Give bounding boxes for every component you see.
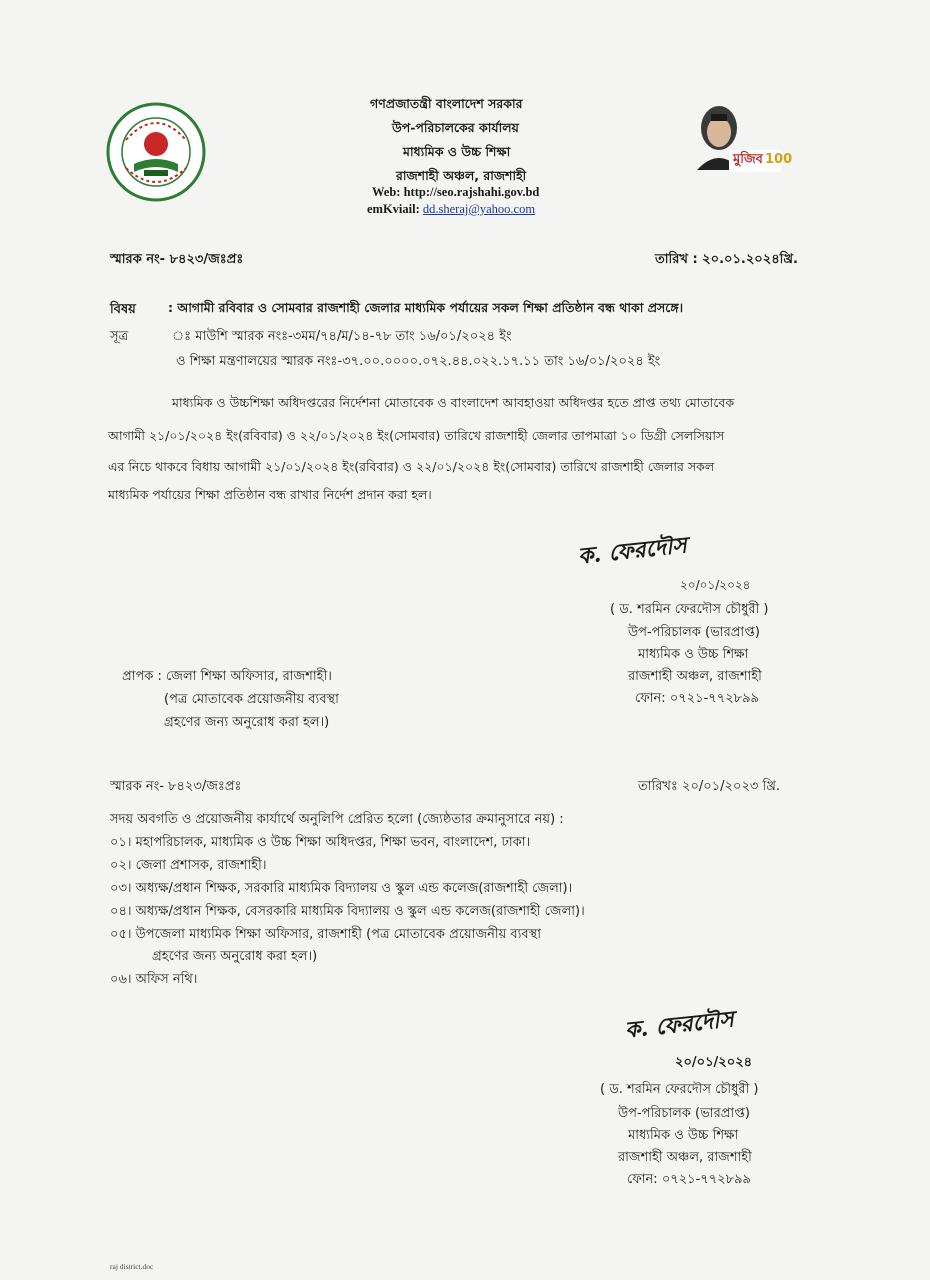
list-item: ০৬। অফিস নথি। <box>110 972 198 987</box>
source-line-2: ও শিক্ষা মন্ত্রণালয়ের স্মারক নংঃ-৩৭.০০.০০০০.০৭২.৪৪.০২২.১৭.১১ তাং ১৬/০১/২০২৪ ইং <box>176 354 661 369</box>
header-region: রাজশাহী অঞ্চল, রাজশাহী <box>396 168 527 183</box>
memo-date: তারিখ : ২০.০১.২০২৪খ্রি. <box>655 252 798 267</box>
signatory-name: ( ড. শরমিন ফেরদৌস চৌধুরী ) <box>610 602 769 617</box>
mujib-number: 100 <box>765 152 793 167</box>
subject-text: : আগামী রবিবার ও সোমবার রাজশাহী জেলার মাধ্যমিক পর্যায়ের সকল শিক্ষা প্রতিষ্ঠান বন্ধ থাকা প্রসঙ্গে। <box>168 300 684 315</box>
header-education: মাধ্যমিক ও উচ্চ শিক্ষা <box>403 144 511 159</box>
subject-label: বিষয় <box>110 302 136 317</box>
email-link[interactable]: dd.sheraj@yahoo.com <box>422 202 536 216</box>
memo-date-2: তারিখঃ ২০/০১/২০২৩ খ্রি. <box>638 779 781 794</box>
recipient-line-1: প্রাপক : জেলা শিক্ষা অফিসার, রাজশাহী। <box>122 669 332 684</box>
email-label: emKviail: <box>367 202 420 216</box>
signature-date: ২০/০১/২০২৪ <box>680 578 751 592</box>
list-item: ০৫। উপজেলা মাধ্যমিক শিক্ষা অফিসার, রাজশাহী (পত্র মোতাবেক প্রয়োজনীয় ব্যবস্থা <box>110 927 541 942</box>
recipient-line-3: গ্রহণের জন্য অনুরোধ করা হল।) <box>164 715 330 730</box>
signatory-name: ( ড. শরমিন ফেরদৌস চৌধুরী ) <box>600 1082 759 1097</box>
source-label: সূত্র <box>110 329 129 344</box>
handwritten-signature: ক. ফেরদৌস <box>576 532 688 570</box>
list-item: ০১। মহাপরিচালক, মাধ্যমিক ও উচ্চ শিক্ষা অধিদপ্তর, শিক্ষা ভবন, বাংলাদেশ, ঢাকা। <box>110 835 531 850</box>
memo-number-2: স্মারক নং- ৮৪২৩/জঃপ্রঃ <box>110 779 242 794</box>
signature-date: ২০/০১/২০২৪ <box>675 1055 753 1070</box>
signatory-dept: মাধ্যমিক ও উচ্চ শিক্ষা <box>638 647 749 662</box>
header-web: Web: http://seo.rajshahi.gov.bd <box>372 185 540 199</box>
paragraph-line-2: আগামী ২১/০১/২০২৪ ইং(রবিবার) ও ২২/০১/২০২৪ ইং(সোমবার) তারিখে রাজশাহী জেলার তাপমাত্রা ১০ ডিগ্রী সেলসিয়াস <box>108 428 725 443</box>
footer-filename: raj district.doc <box>110 1262 154 1271</box>
list-item: গ্রহণের জন্য অনুরোধ করা হল।) <box>152 949 318 964</box>
signatory-region: রাজশাহী অঞ্চল, রাজশাহী <box>628 669 762 684</box>
copies-intro: সদয় অবগতি ও প্রয়োজনীয় কার্যার্থে অনুলিপি প্রেরিত হলো (জ্যেষ্ঠতার ক্রমানুসারে নয়) : <box>110 812 564 827</box>
source-line-1: ঃ মাউশি স্মারক নংঃ-৩মম/৭৪/ম/১৪-৭৮ তাং ১৬/০১/২০২৪ ইং <box>172 329 512 344</box>
header-office: উপ-পরিচালকের কার্যালয় <box>392 120 519 135</box>
list-item: ০৪। অধ্যক্ষ/প্রধান শিক্ষক, বেসরকারি মাধ্যমিক বিদ্যালয় ও স্কুল এন্ড কলেজ(রাজশাহী জেলা)। <box>110 904 585 919</box>
header-government: গণপ্রজাতন্ত্রী বাংলাদেশ সরকার <box>370 96 523 111</box>
paragraph-line-1: মাধ্যমিক ও উচ্চশিক্ষা অধিদপ্তরের নির্দেশনা মোতাবেক ও বাংলাদেশ আবহাওয়া অধিদপ্তর হতে প্রাপ্ত তথ্য মোতাবেক <box>172 395 735 410</box>
memo-number: স্মারক নং- ৮৪২৩/জঃপ্রঃ <box>110 252 244 267</box>
signatory-phone: ফোন: ০৭২১-৭৭২৮৯৯ <box>627 1172 751 1187</box>
signatory-phone: ফোন: ০৭২১-৭৭২৮৯৯ <box>635 691 759 706</box>
signatory-title: উপ-পরিচালক (ভারপ্রাপ্ত) <box>628 625 760 640</box>
signatory-region: রাজশাহী অঞ্চল, রাজশাহী <box>618 1150 752 1165</box>
header-email-row <box>367 202 535 217</box>
signatory-dept: মাধ্যমিক ও উচ্চ শিক্ষা <box>628 1128 739 1143</box>
mujib-100-logo <box>683 100 793 175</box>
list-item: ০৩। অধ্যক্ষ/প্রধান শিক্ষক, সরকারি মাধ্যমিক বিদ্যালয় ও স্কুল এন্ড কলেজ(রাজশাহী জেলা)। <box>110 881 573 896</box>
list-item: ০২। জেলা প্রশাসক, রাজশাহী। <box>110 858 267 873</box>
mujib-text: মুজিব <box>733 152 763 167</box>
recipient-line-2: (পত্র মোতাবেক প্রয়োজনীয় ব্যবস্থা <box>164 692 339 707</box>
seal-logo-left <box>104 100 208 204</box>
paragraph-line-3: এর নিচে থাকবে বিধায় আগামী ২১/০১/২০২৪ ইং(রবিবার) ও ২২/০১/২০২৪ ইং(সোমবার) তারিখে রাজশাহী জেলার সকল <box>108 459 715 474</box>
paragraph-line-4: মাধ্যমিক পর্যায়ের শিক্ষা প্রতিষ্ঠান বন্ধ রাখার নির্দেশ প্রদান করা হল। <box>108 487 432 502</box>
signatory-title: উপ-পরিচালক (ভারপ্রাপ্ত) <box>618 1106 750 1121</box>
handwritten-signature: ক. ফেরদৌস <box>623 1006 735 1044</box>
